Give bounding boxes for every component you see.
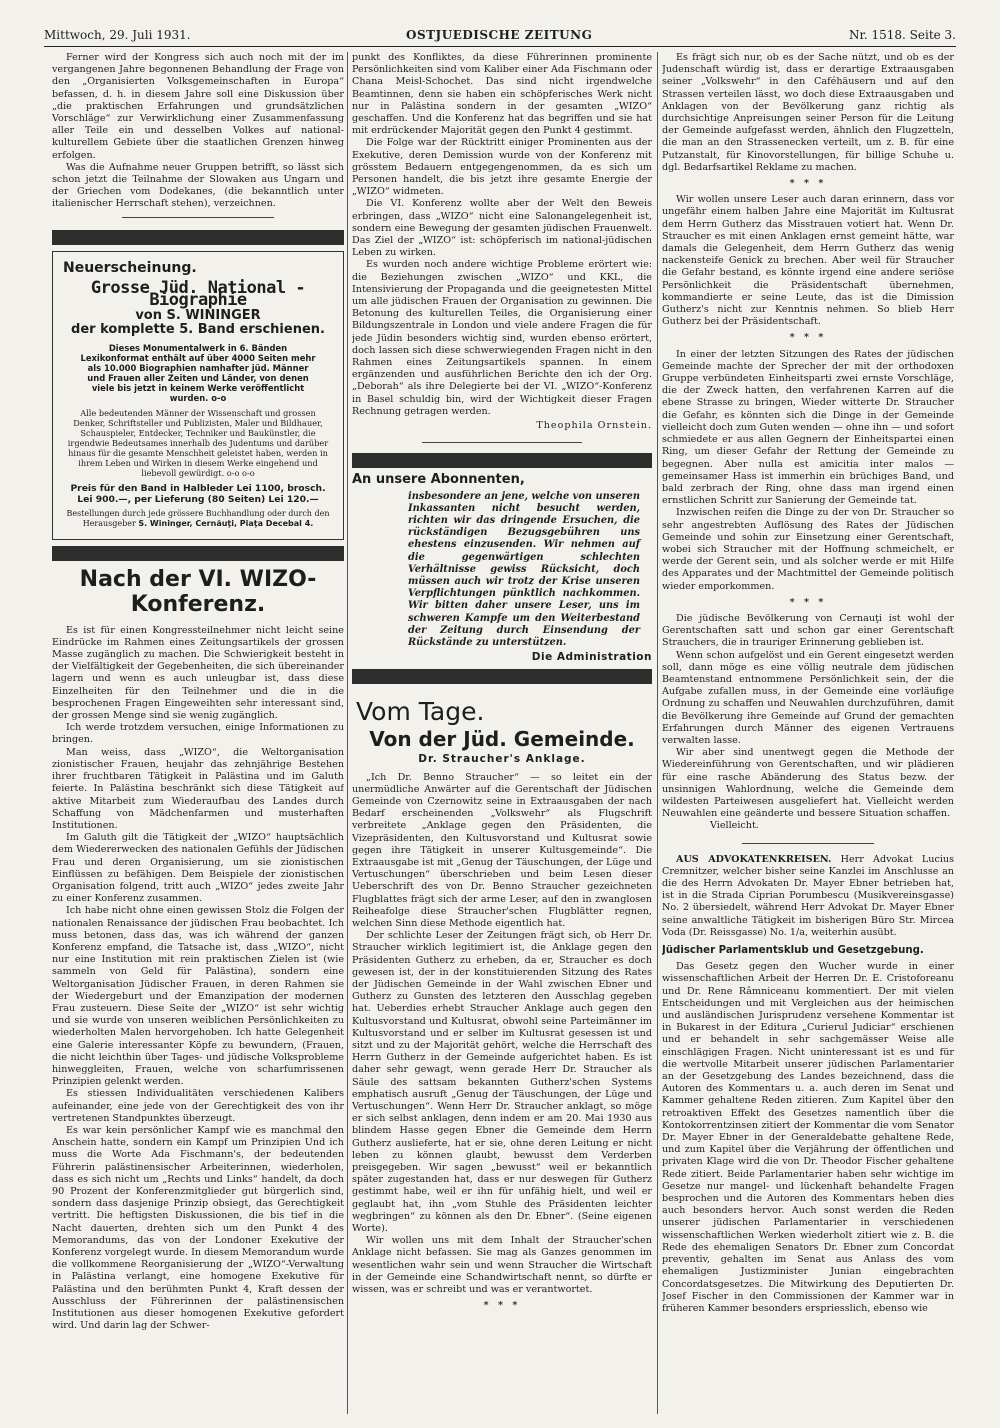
paragraph: Inzwischen reifen die Dinge zu der von Dr. Straucher so sehr angestrebten Auflösung des Rates der Jüdischen Gemeinde und sohin zur Einsetzung einer Gerentschaft, wobei sich Straucher mit der Hoffnung schmeichelt, er werde der Gerent sein, und als solcher werde er mit Hilfe des Apparates und der Machtmittel der Gemeinde politisch wieder emporkommen. (662, 507, 954, 592)
ad-order: Bestellungen durch jede grössere Buchhandlung oder durch den Herausgeber S. Wininger, Cernăuţi, Piaţa Decebal 4. (66, 508, 330, 528)
paragraph: Es frägt sich nur, ob es der Sache nützt, und ob es der Judenschaft würdig ist, dass er derartige Extraausgaben seiner „Volkswehr“ in den Caféhäusern und auf den Strassen verteilen lässt, wo doch diese Extraausgaben und Anklagen von der Bevölkerung ganz richtig als durchsichtige Anpreisungen seiner Person für die Leitung der Gemeinde aufgefasst werden, ähnlich den Flugzetteln, die man an den Strassenecken verteilt, um z. B. für eine Putzanstalt, für Kinovorstellungen, für billige Schuhe u. dgl. Bedarfsartikel Reklame zu machen. (662, 52, 954, 173)
separator-stars: * * * (789, 596, 827, 608)
paragraph: Die VI. Konferenz wollte aber der Welt den Beweis erbringen, dass „WIZO“ nicht eine Salonangelegenheit ist, sondern eine Bewegung der gesamten jüdischen Frauenwelt. Das Ziel der „WIZO“ ist: schöpferisch im national-jüdischen Leben zu wirken. (352, 198, 652, 259)
ad-heading: Neuerscheinung. (63, 259, 197, 276)
paragraph: „Ich Dr. Benno Straucher“ — so leitet ein der unermüdliche Anwärter auf die Gerentschaft der Jüdischen Gemeinde von Czernowitz seine in Extraausgaben der nach Bedarf erscheinenden „Volkswehr“ als Flugschrift verbreitete „Anklage gegen den Präsidenten, die Vizepräsidenten, den Kultusvorstand und Kultusrat sowie gegen ihre Tätigkeit in unserer Kultusgemeinde“. Die Extraausgabe ist mit „Genug der Täuschungen, der Lüge und Vertuschungen“ überschrieben und beim Lesen dieser Ueberschrift des von Dr. Benno Straucher gezeichneten Flugblattes frägt sich der arme Leser, auf den in zwanglosen Reiheafolge diese Straucher'schen Flugblätter regnen, welchen Sinn diese Methode eigentlich hat. (352, 771, 652, 929)
paragraph: Ferner wird der Kongress sich auch noch mit der im vergangenen Jahre begonnenen Behandlung der Frage von den „Organisierten Volksgemeinschaften in Europa“ befassen, d. h. in diesem Jahre soll eine Diskussion über „die praktischen Erfahrungen und grundsätzlichen Vorschläge“ zur Verwirklichung einer Zusammenfassung aller Teile ein und desselben Volkes auf national-kulturellem Gebiete über die staatlichen Grenzen hinweg erfolgen. (52, 52, 344, 161)
header-rule (44, 46, 956, 47)
paragraph: Wenn schon aufgelöst und ein Gerent eingesetzt werden soll, dann möge es eine völlig neutrale dem jüdischen Beamtenstand entnommene Persönlichkeit sein, der die Aufgabe zufallen muss, in der Gemeinde eine vorläufige Ordnung zu schaffen und Neuwahlen durchzuführen, damit die Bevölkerung ihre Gemeinde auf Grund der gemachten Erfahrungen durch Männer des eigenen Vertrauens verwalten lasse. (662, 649, 954, 746)
column-1 (52, 52, 344, 1414)
paragraph: Es stiessen Individualitäten verschiedenen Kalibers aufeinander, eine jede von der Gerechtigkeit des von ihr vertretenen Standpunktes überzeugt. (52, 1088, 344, 1124)
advokat-notice: AUS ADVOKATENKREISEN. Herr Advokat Lucius Cremnitzer, welcher bisher seine Kanzlei im Anschlusse an die des Herrn Advokaten Dr. Mayer Ebner betrieben hat, ist in die Strada Ciprian Porumbescu (Musikvereinsgasse) No. 2 übersiedelt, während Herr Advokat Dr. Mayer Ebner seine anwaltliche Tätigkeit im bisherigen Büro Str. Mircea Voda (Dr. Reissgasse) No. 1/a, weiterhin ausübt. (662, 853, 954, 938)
subscribers-signature: Die Administration (531, 651, 652, 664)
paragraph: Es war kein persönlicher Kampf wie es manchmal den Anschein hatte, sondern ein Kampf um Prinzipien Und ich muss die Worte Ada Fischmann's, der bedeutenden Führerin palästinensischer Arbeiterinnen, wiederholen, dass es sich nicht um „Rechts und Links“ handelt, da doch 90 Prozent der Konferenzmitglieder gut bürgerlich sind, sondern dass dasjenige Prinzip obsiegt, das Gerechtigkeit vertritt. Die heftigsten Diskussionen, die bis tief in die Nacht dauerten, drehten sich um den Punkt 4 des Memorandums, das von der Londoner Exekutive der Konferenz vorgelegt wurde. In diesem Memorandum wurde die vollkommene Reorganisierung der „WIZO“-Verwaltung in Palästina verlangt, eine homogene Exekutive für Palästina und den berühmten Punkt 4, Kraft dessen der Ausschluss der Führerinnen der palästinensischen Institutionen aus dieser homogenen Exekutive gefordert wird. Und darin lag der Schwer- (52, 1124, 344, 1332)
header-title: OSTJUEDISCHE ZEITUNG (406, 28, 593, 42)
column-rule-2 (657, 52, 658, 1414)
ad-body: Dieses Monumentalwerk in 6. Bänden Lexikonformat enthält auf über 4000 Seiten mehr als 10.000 Biographien namhafter jüd. Männer und Frauen aller Zeiten und Länder, von denen viele bis jetzt in keinem Werke veröffentlicht wurden. o-o (80, 342, 316, 403)
column-rule-1 (347, 52, 348, 1414)
black-bar (352, 669, 652, 684)
paragraph: Es ist für einen Kongressteilnehmer nicht leicht seine Eindrücke im Rahmen eines Zeitungsartikels der grossen Masse zugänglich zu machen. Die Schwierigkeit besteht in der Vielfältigkeit der Gegebenheiten, die sich übereinander lagern und wenn es auch unleugbar ist, dass diese Einzelheiten für den Teilnehmer und die in die besprochenen Fragen Eingeweihten sehr interessant sind, der grossen Menge sind sie wenig zugänglich. (52, 624, 344, 722)
subscribers-heading: An unsere Abonnenten, (352, 472, 525, 488)
paragraph: punkt des Konfliktes, da diese Führerinnen prominente Persönlichkeiten sind vom Kaliber einer Ada Fischmann oder Chana Meisl-Schochet. Das sind nicht irgendwelche Beamtinnen, denn sie haben ein schöpferisches Werk nicht nur in Palästina sondern in der gesamten „WIZO“ geschaffen. Und die Konferenz hat das begriffen und sie hat mit erdrückender Majorität gegen den Punkt 4 gestimmt. (352, 52, 652, 137)
book-advertisement (52, 251, 344, 540)
gemeinde-subtitle: Dr. Straucher's Anklage. (418, 753, 586, 766)
paragraph: Man weiss, dass „WIZO“, die Weltorganisation zionistischer Frauen, heujahr das zehnjährige Bestehen ihrer fruchtbaren Tätigkeit in Palästina und im Galuth feierte. In Palästina beschränkt sich diese Tätigkeit auf aktive Mitarbeit zum Wiederaufbau des Landes durch Schaffung von Mädchenfarmen und musterhaften Institutionen. (52, 746, 344, 831)
page-header (44, 28, 956, 44)
ad-small-text: Alle bedeutenden Männer der Wissenschaft und grossen Denker, Schriftsteller und Publizisten, Maler und Bildhauer, Schauspieler, Entdecker, Techniker und Baukünstler, die irgendwie Bedeutsames innerhalb des Judentums und darüber hinaus für die gesamte Menschheit geleistet haben, werden in ihrem Leben und Wirken in diesem Werke eingehend und liebevoll gewürdigt. o-o o-o (67, 407, 329, 478)
paragraph: Was die Aufnahme neuer Gruppen betrifft, so lässt sich schon jetzt die Teilnahme der Slowaken aus Ungarn und der Griechen vom Dodekanes, (die bekanntlich unter italienischer Herrschaft stehen), verzeichnen. (52, 161, 344, 210)
subscribers-body: insbesondere an jene, welche von unseren Inkassanten nicht besucht werden, richten wir das dringende Ersuchen, die rückständigen Bezugsgebühren uns ehestens einzusenden. Wir nehmen auf die gegenwärtigen schlechten Verhältnisse gewiss Rücksicht, doch müssen auch wir trotz der Krise unseren Verpflichtungen pünktlich nachkommen. Wir bitten daher unsere Leser, uns im schweren Kampfe um den Weiterbestand der Zeitung durch Einsendung der Rückstände zu unterstützen. (408, 490, 640, 648)
divider (742, 843, 874, 844)
paragraph: Ich werde trotzdem versuchen, einige Informationen zu bringen. (52, 722, 344, 746)
paragraph: Die Folge war der Rücktritt einiger Prominenten aus der Exekutive, deren Demission wurde von der Konferenz mit grösstem Bedauern entgegengenommen, da es sich um Personen handelt, die bis jetzt ihre gesamte Energie der „WIZO“ widmeten. (352, 137, 652, 198)
paragraph: Der schlichte Leser der Zeitungen frägt sich, ob Herr Dr. Straucher wirklich legitimiert ist, die Anklage gegen den Präsidenten Gutherz zu erheben, da er, Straucher es doch gewesen ist, der in der konstituierenden Sitzung des Rates der Jüdischen Gemeinde in der Wahl zwischen Ebner und Gutherz zu Gunsten des letzteren den Ausschlag gegeben hat. Ueberdies erhebt Straucher Anklage auch gegen den Kultusvorstand und Kultusrat, obwohl seine Parteimänner im Kultusvorstand und er selber im Kultusrat gesessen ist und sitzt und zu der Majorität gehört, welche die Herrschaft des Herrn Gutherz in der Gemeinde aufgerichtet haben. Es ist daher sehr gewagt, wenn gerade Herr Dr. Straucher als Säule des sattsam bekannten Gutherz'schen Systems emphatisch ausruft „Genug der Täuschungen, der Lüge und Vertuschungen“. Wenn Herr Dr. Straucher anklagt, so möge er sich selbst anklagen, denn indem er am 20. Mai 1930 aus blindem Hasse gegen Ebner die Gemeinde dem Herrn Gutherz auslieferte, hat er sie, ohne deren Leitung er nicht leben zu können glaubt, bewusst dem Verderben preisgegeben. Wir sagen „bewusst“ weil er bekanntlich später zugestanden hat, dass er nur deswegen für Gutherz gestimmt habe, weil er ihn für unfähig hielt, und weil er geglaubt hat, ihn „vom Stuhle des Präsidenten leichter wegbringen“ zu können als den Dr. Ebner“. (Seine eigenen Worte). (352, 930, 652, 1235)
ad-author: von S. WININGER (135, 308, 261, 324)
article-title: Nach der VI. WIZO-Konferenz. (79, 566, 317, 617)
black-bar (352, 453, 652, 468)
signature: Theophila Ornstein. (536, 420, 652, 432)
black-bar (52, 546, 344, 561)
header-date: Mittwoch, 29. Juli 1931. (44, 28, 191, 42)
column-2 (352, 52, 652, 1414)
divider (422, 442, 582, 443)
header-page: Nr. 1518. Seite 3. (848, 28, 956, 42)
paragraph: Wir aber sind unentwegt gegen die Methode der Wiedereinführung von Gerentschaften, und wir plädieren für eine rasche Abänderung des Status bezw. der unsinnigen Wahlordnung, welche die Gemeinde dem wildesten Parteiwesen ausgeliefert hat. Vielleicht werden Neuwahlen eine geänderte und bessere Situation schaffen. (662, 747, 954, 820)
black-bar (52, 230, 344, 245)
paragraph: Das Gesetz gegen den Wucher wurde in einer wissenschaftlichen Arbeit der Herren Dr. E. Cristoforeanu und Dr. Rene Râmniceanu kommentiert. Der mit vielen Entscheidungen und mit Vergleichen aus der heimischen und ausländischen Jurisprudenz versehene Kommentar ist in Bukarest in der Editura „Curierul Judiciar“ erschienen und er behandelt in sehr sachgemässer Weise alle einschlägigen Fragen. Nicht uninteressant ist es und für die wertvolle Mitarbeit unserer jüdischen Parlamentarier an der Gesetzgebung des Landes bezeichnend, dass die Autoren des Kommentars u. a. auch deren im Senat und Kammer gehaltene Reden zitieren. Zum Kapitel über den retroaktiven Effekt des Gesetzes namentlich über die Kontokorrentzinsen zitiert der Kommentar die vom Senator Dr. Mayer Ebner in der Generaldebatte gehaltene Rede, und zum Kapitel über die Verjährung der öffentlichen und privaten Klage wird die von Dr. Theodor Fischer gehaltene Rede zitiert. Beide Parlamentarier haben sehr wichtige im Gesetze nur mangel- und lückenhaft behandelte Fragen besprochen und die Autoren des Kommentars heben dies auch besonders hervor. Auch sonst werden die Reden unserer jüdischen Parlamentarier in verschiedenen wissenschaftlichen Werken wiederholt zitiert wie z. B. die Rede des ehemaligen Senators Dr. Ebner zum Concordat preventiv, gehalten im Senat aus Anlass des vom ehemaligen Justizminister Junian eingebrachten Concordatsgesetzes. Die Mitwirkung des Deputierten Dr. Josef Fischer in den Commissionen der Kammer war in früheren Kammer besonders erspriesslich, ebenso wie (662, 961, 954, 1314)
paragraph: Wir wollen uns mit dem Inhalt der Straucher'schen Anklage nicht befassen. Sie mag als Ganzes genommen im wesentlichen wahr sein und wenn Straucher die Wirtschaft in der Gemeinde eine Schandwirtschaft nennt, so dürfte er wissen, was er schreibt und was er verantwortet. (352, 1235, 652, 1296)
separator-stars: * * * (789, 178, 827, 190)
paragraph: Die jüdische Bevölkerung von Cernauţi ist wohl der Gerentschaften satt und schon gar einer Gerentschaft Strauchers, die in trauriger Erinnerung geblieben ist. (662, 612, 954, 649)
ad-subtitle: der komplette 5. Band erschienen. (71, 322, 325, 338)
divider (122, 217, 274, 218)
section-title: Vom Tage. (356, 697, 485, 727)
ad-price: Preis für den Band in Halbleder Lei 1100, brosch. Lei 900.—, per Lieferung (80 Seiten) Lei 120.— (70, 482, 326, 505)
paragraph: Ich habe nicht ohne einen gewissen Stolz die Folgen der nationalen Renaissance der jüdischen Frau beobachtet. Ich muss betonen, dass das, was ich während der ganzen Konferenz empfand, die Tatsache ist, dass „WIZO“, nicht nur eine Institution mit rein praktischen Zielen ist (wie sammeln von Geld für Palästina), sondern eine Weltorganisation Jüdischer Frauen, in deren Rahmen sie der Wiedergeburt und der Emanzipation der modernen Frau zusteuern. Diese Seite der „WIZO“ ist sehr wichtig und sie wurde von unseren weiblichen Persönlichkeiten zu wiederholten Malen hervorgehoben. Ich hatte Gelegenheit eine Galerie interessanter Köpfe zu bewundern, (Frauen, die nicht leichthin über Tages- und jüdische Volksprobleme hinweggleiten, Frauen, welche von scharfumrissenen Prinzipien gelenkt werden. (52, 905, 344, 1088)
paragraph: Im Galuth gilt die Tätigkeit der „WIZO“ hauptsächlich dem Wiedererwecken des nationalen Gefühls der Jüdischen Frau und deren Organisierung, um sie zionistischen Einflüssen zu befähigen. Dem Beispiele der zionistischen Organisation folgend, tritt auch „WIZO“ jedes zweite Jahr zu einer Konferenz zusammen. (52, 832, 344, 905)
separator-stars: * * * (483, 1300, 521, 1312)
paragraph: Es wurden noch andere wichtige Probleme erörtert wie: die Beziehungen zwischen „WIZO“ und KKL, die Intensivierung der Propaganda und die geeignetesten Mittel um alle jüdischen Frauen der Organisation zu gewinnen. Die Betonung des kulturellen Teiles, die Organisierung einer Bildungszentrale in London und viele andere Fragen die für jede Jüdin besonders wichtig sind, wurden ebenso erörtert, doch lassen sich diese schwerwiegenden Fragen nicht in den Rahmen eines Zeitungsartikels spannen. In einem ergänzenden und ausführlichen Berichte den ich der Org. „Deborah“ als ihre Delegierte bei der VI. „WIZO“-Konferenz in Basel schuldig bin, wird der Wichtigkeit dieser Fragen Rechnung getragen werden. (352, 259, 652, 417)
column-3 (662, 52, 954, 1414)
parliament-heading: Jüdischer Parlamentsklub und Gesetzgebung. (662, 945, 924, 957)
paragraph: Wir wollen unsere Leser auch daran erinnern, dass vor ungefähr einem halben Jahre eine Majorität im Kultusrat dem Herrn Gutherz das Misstrauen votiert hat. Wenn Dr. Straucher es mit einen Anklagen ernst gemeint hätte, war damals die Gelegenheit, dem Herrn Gutherz das wenig nackensteife Genick zu brechen. Aber weil für Straucher die Gefahr bestand, es könnte irgend eine andere seriöse Persönlichkeit die Präsidentschaft übernehmen, kommandierte er seine Leute, das ist die Dimission Gutherz's nicht zur Kenntnis nehmen. So blieb Herr Gutherz bei der Präsidentschaft. (662, 194, 954, 328)
ad-title: Grosse Jüd. National - Biographie (90, 277, 306, 311)
gemeinde-title: Von der Jüd. Gemeinde. (369, 727, 635, 752)
separator-stars: * * * (789, 332, 827, 344)
paragraph: In einer der letzten Sitzungen des Rates der jüdischen Gemeinde machte der Sprecher der mit der orthodoxen Gruppe verbündeten Einheitsparti zwei ernste Vorschläge, die der Zweck hatten, den verfahrenen Karren auf die ebene Strasse zu bringen, Wieder witterte Dr. Straucher die Gefahr, es könnten sich die Dinge in der Gemeinde vielleicht doch zum Guten wenden — ohne ihn — und sofort schmiedete er aus allen Gegnern der Einheitspartei einen Ring, um dieser Gefahr der Rettung der Gemeinde zu begegnen. Aber nulla est amicitia inter malos — gemeinsamer Hass ist immerhin ein brüchiges Band, und bald zerbrach der Ring, ohne dass man irgend einen ernstlichen Schritt zur Sanierung der Gemeinde tat. (662, 348, 954, 507)
paragraph: Vielleicht. (710, 820, 759, 832)
